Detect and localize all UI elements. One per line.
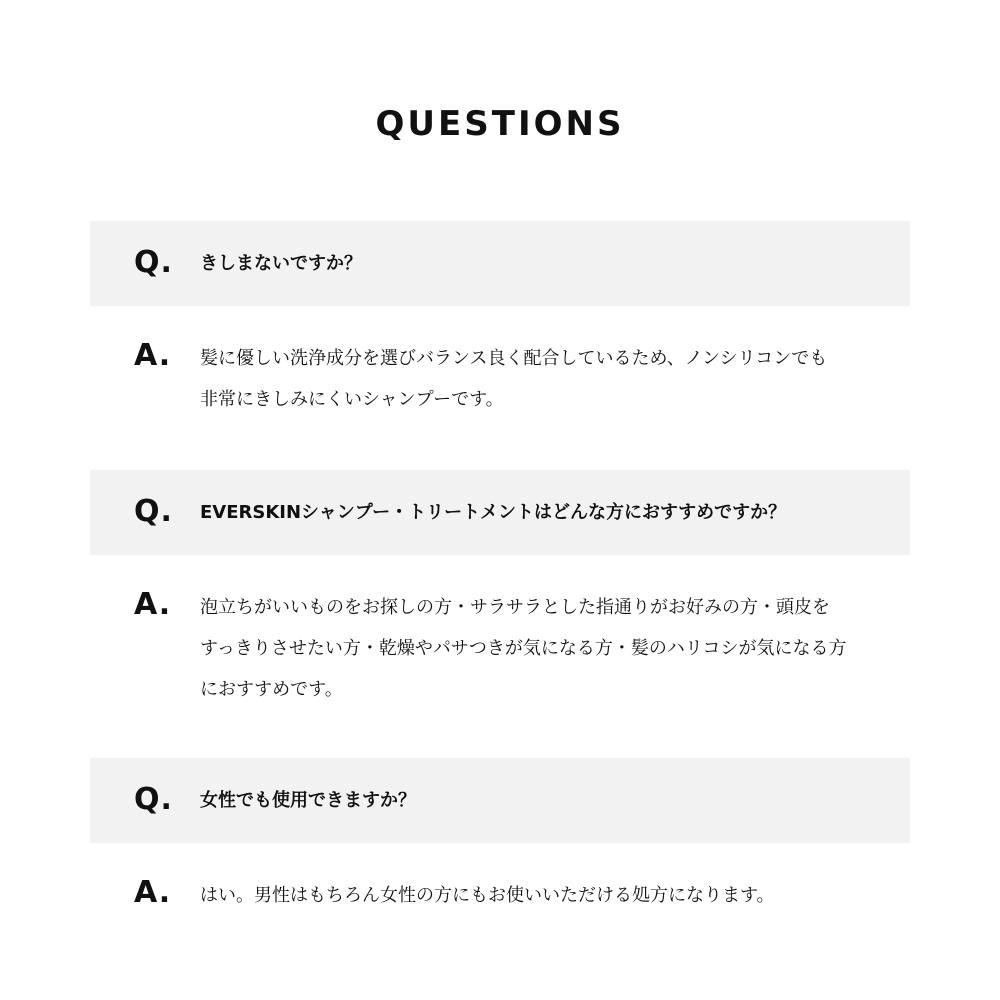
answer-line: におすすめです。 (200, 679, 343, 700)
question-marker: Q. (134, 782, 173, 817)
answer-line: 非常にきしみにくいシャンプーです。 (200, 389, 504, 410)
faq-question-1 (90, 221, 910, 306)
answer-text (200, 875, 880, 916)
answer-line: 泡立ちがいいものをお探しの方・サラサラとした指通りがお好みの方・頭皮を (200, 597, 830, 618)
question-marker: Q. (134, 494, 173, 529)
answer-marker: A. (134, 587, 172, 622)
faq-question-2 (90, 470, 910, 555)
answer-line: はい。男性はもちろん女性の方にもお使いいただける処方になります。 (200, 885, 775, 906)
question-text: 女性でも使用できますか？ (200, 790, 416, 811)
question-marker: Q. (134, 245, 173, 280)
answer-line: 髪に優しい洗浄成分を選びバランス良く配合しているため、ノンシリコンでも (200, 348, 828, 369)
question-text: EVERSKINシャンプー・トリートメントはどんな方におすすめですか？ (200, 502, 787, 523)
page-title: QUESTIONS (375, 104, 625, 144)
answer-marker: A. (134, 875, 172, 910)
question-text: きしまないですか？ (200, 253, 362, 274)
answer-marker: A. (134, 338, 172, 373)
faq-question-3 (90, 758, 910, 843)
answer-text (200, 338, 880, 420)
answer-text (200, 587, 880, 710)
answer-line: すっきりさせたい方・乾燥やパサつきが気になる方・髪のハリコシが気になる方 (200, 638, 847, 659)
